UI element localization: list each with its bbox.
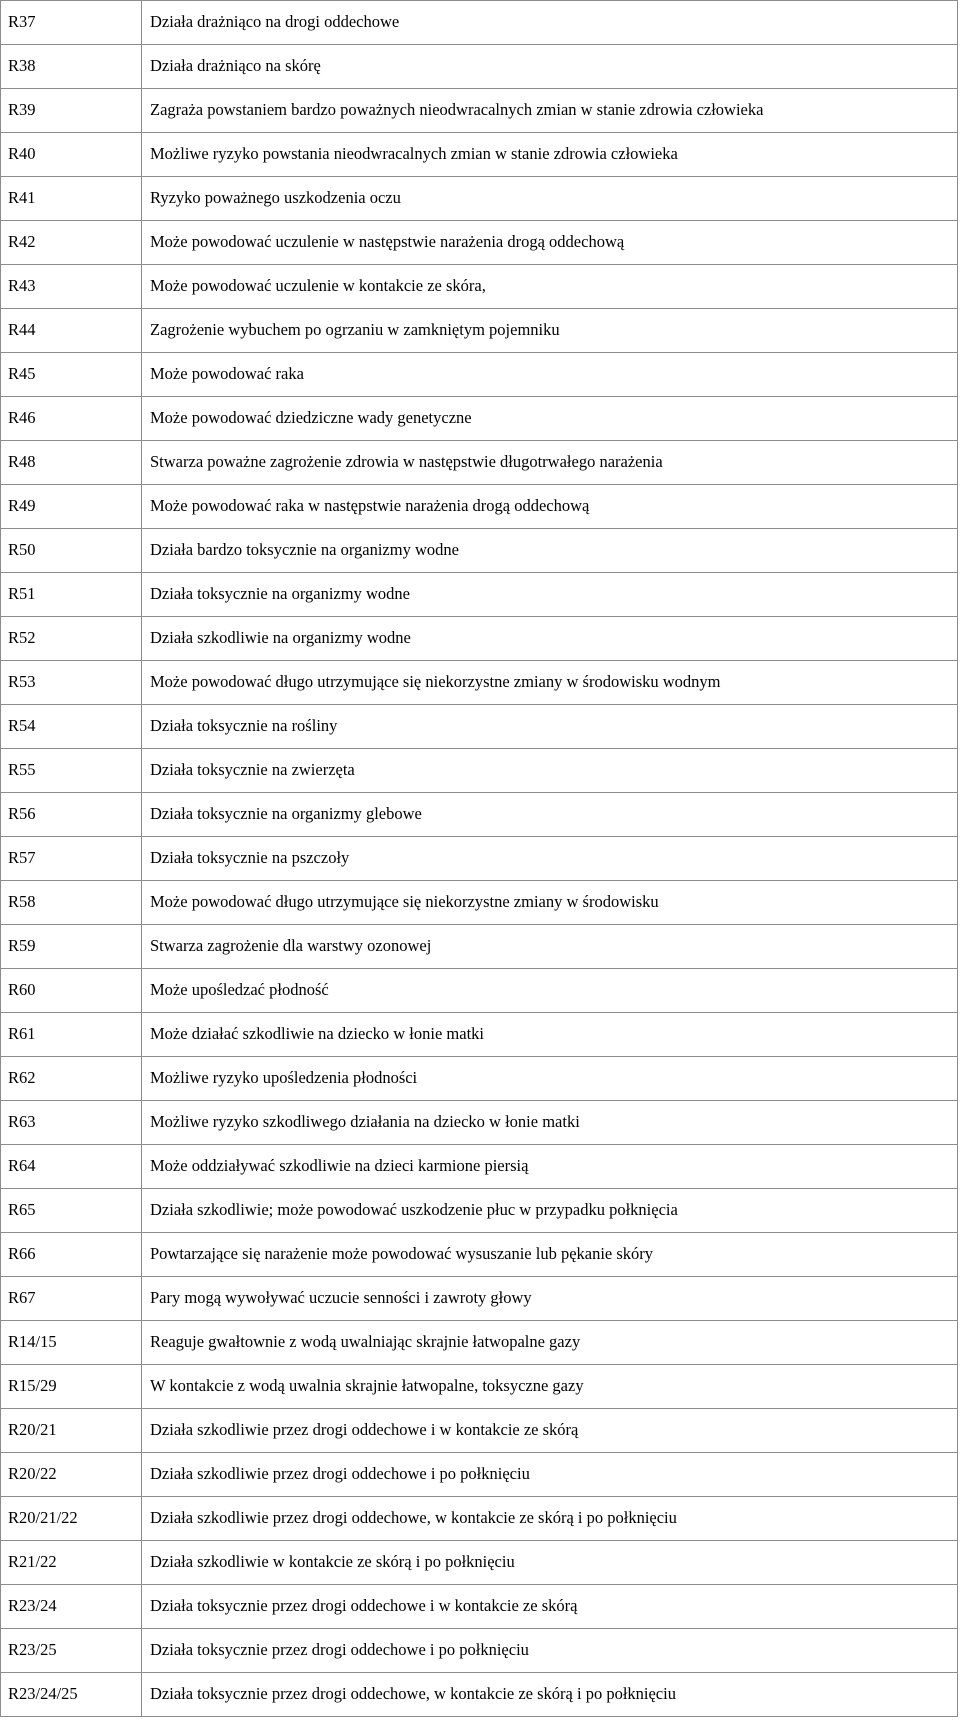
- risk-phrase-cell: Działa szkodliwie przez drogi oddechowe i w kontakcie ze skórą: [142, 1409, 958, 1453]
- risk-phrase-cell: Działa szkodliwie w kontakcie ze skórą i po połknięciu: [142, 1541, 958, 1585]
- table-row: [1, 45, 958, 89]
- risk-phrase-cell: Powtarzające się narażenie może powodować wysuszanie lub pękanie skóry: [142, 1233, 958, 1277]
- table-row: [1, 133, 958, 177]
- table-row: [1, 1013, 958, 1057]
- risk-code-cell: R20/21/22: [1, 1497, 142, 1541]
- table-row: [1, 1277, 958, 1321]
- table-row: [1, 969, 958, 1013]
- risk-phrase-cell: Możliwe ryzyko upośledzenia płodności: [142, 1057, 958, 1101]
- risk-code-cell: R56: [1, 793, 142, 837]
- table-row: [1, 353, 958, 397]
- risk-phrase-cell: Może powodować raka w następstwie narażenia drogą oddechową: [142, 485, 958, 529]
- risk-code-cell: R15/29: [1, 1365, 142, 1409]
- risk-code-cell: R43: [1, 265, 142, 309]
- risk-code-cell: R37: [1, 1, 142, 45]
- risk-code-cell: R59: [1, 925, 142, 969]
- risk-code-cell: R20/21: [1, 1409, 142, 1453]
- risk-phrase-cell: Działa toksycznie na organizmy wodne: [142, 573, 958, 617]
- table-row: [1, 1453, 958, 1497]
- risk-phrase-cell: Działa szkodliwie przez drogi oddechowe i po połknięciu: [142, 1453, 958, 1497]
- risk-code-cell: R38: [1, 45, 142, 89]
- risk-phrase-cell: Może oddziaływać szkodliwie na dzieci karmione piersią: [142, 1145, 958, 1189]
- table-row: [1, 1673, 958, 1717]
- risk-phrase-cell: Działa drażniąco na skórę: [142, 45, 958, 89]
- risk-phrase-cell: Działa szkodliwie przez drogi oddechowe, w kontakcie ze skórą i po połknięciu: [142, 1497, 958, 1541]
- risk-code-cell: R62: [1, 1057, 142, 1101]
- risk-phrase-cell: Może powodować dziedziczne wady genetyczne: [142, 397, 958, 441]
- risk-code-cell: R51: [1, 573, 142, 617]
- table-row: [1, 1189, 958, 1233]
- risk-code-cell: R54: [1, 705, 142, 749]
- risk-code-cell: R14/15: [1, 1321, 142, 1365]
- table-row: [1, 1233, 958, 1277]
- table-row: [1, 573, 958, 617]
- risk-phrase-cell: Zagraża powstaniem bardzo poważnych nieodwracalnych zmian w stanie zdrowia człowieka: [142, 89, 958, 133]
- risk-code-cell: R67: [1, 1277, 142, 1321]
- risk-phrase-cell: Możliwe ryzyko powstania nieodwracalnych zmian w stanie zdrowia człowieka: [142, 133, 958, 177]
- risk-code-cell: R57: [1, 837, 142, 881]
- table-row: [1, 441, 958, 485]
- risk-phrase-cell: Działa toksycznie na rośliny: [142, 705, 958, 749]
- risk-phrase-cell: Reaguje gwałtownie z wodą uwalniając skrajnie łatwopalne gazy: [142, 1321, 958, 1365]
- risk-code-cell: R39: [1, 89, 142, 133]
- risk-code-cell: R46: [1, 397, 142, 441]
- table-row: [1, 485, 958, 529]
- risk-code-cell: R64: [1, 1145, 142, 1189]
- table-row: [1, 1057, 958, 1101]
- table-row: [1, 177, 958, 221]
- table-row: [1, 1629, 958, 1673]
- risk-code-cell: R23/24: [1, 1585, 142, 1629]
- risk-phrase-cell: Możliwe ryzyko szkodliwego działania na dziecko w łonie matki: [142, 1101, 958, 1145]
- risk-code-cell: R58: [1, 881, 142, 925]
- risk-phrase-cell: Może upośledzać płodność: [142, 969, 958, 1013]
- risk-code-cell: R49: [1, 485, 142, 529]
- risk-code-cell: R23/24/25: [1, 1673, 142, 1717]
- risk-phrase-cell: Działa szkodliwie na organizmy wodne: [142, 617, 958, 661]
- table-row: [1, 617, 958, 661]
- risk-phrase-cell: Może powodować długo utrzymujące się niekorzystne zmiany w środowisku wodnym: [142, 661, 958, 705]
- table-row: [1, 925, 958, 969]
- risk-phrase-cell: Może powodować długo utrzymujące się niekorzystne zmiany w środowisku: [142, 881, 958, 925]
- risk-code-cell: R48: [1, 441, 142, 485]
- risk-code-cell: R61: [1, 1013, 142, 1057]
- table-row: [1, 881, 958, 925]
- risk-phrase-cell: Może powodować uczulenie w następstwie narażenia drogą oddechową: [142, 221, 958, 265]
- risk-code-cell: R60: [1, 969, 142, 1013]
- risk-code-cell: R52: [1, 617, 142, 661]
- table-row: [1, 221, 958, 265]
- risk-code-cell: R41: [1, 177, 142, 221]
- risk-phrase-cell: Ryzyko poważnego uszkodzenia oczu: [142, 177, 958, 221]
- risk-phrases-body: [1, 1, 958, 1717]
- risk-phrase-cell: Może powodować raka: [142, 353, 958, 397]
- table-row: [1, 265, 958, 309]
- table-row: [1, 793, 958, 837]
- table-row: [1, 1101, 958, 1145]
- risk-code-cell: R55: [1, 749, 142, 793]
- risk-code-cell: R65: [1, 1189, 142, 1233]
- risk-code-cell: R20/22: [1, 1453, 142, 1497]
- risk-code-cell: R21/22: [1, 1541, 142, 1585]
- risk-phrase-cell: Działa toksycznie przez drogi oddechowe i po połknięciu: [142, 1629, 958, 1673]
- risk-code-cell: R40: [1, 133, 142, 177]
- table-row: [1, 705, 958, 749]
- risk-code-cell: R53: [1, 661, 142, 705]
- risk-phrase-cell: Działa toksycznie na pszczoły: [142, 837, 958, 881]
- risk-phrase-cell: Może działać szkodliwie na dziecko w łonie matki: [142, 1013, 958, 1057]
- risk-phrase-cell: Działa szkodliwie; może powodować uszkodzenie płuc w przypadku połknięcia: [142, 1189, 958, 1233]
- risk-code-cell: R42: [1, 221, 142, 265]
- table-row: [1, 1145, 958, 1189]
- table-row: [1, 1497, 958, 1541]
- risk-phrase-cell: Działa drażniąco na drogi oddechowe: [142, 1, 958, 45]
- risk-phrase-cell: Może powodować uczulenie w kontakcie ze skóra,: [142, 265, 958, 309]
- table-row: [1, 309, 958, 353]
- table-row: [1, 397, 958, 441]
- risk-phrase-cell: Stwarza poważne zagrożenie zdrowia w następstwie długotrwałego narażenia: [142, 441, 958, 485]
- risk-phrase-cell: Działa toksycznie przez drogi oddechowe i w kontakcie ze skórą: [142, 1585, 958, 1629]
- risk-phrase-cell: Działa toksycznie na organizmy glebowe: [142, 793, 958, 837]
- risk-code-cell: R45: [1, 353, 142, 397]
- table-row: [1, 1541, 958, 1585]
- risk-code-cell: R23/25: [1, 1629, 142, 1673]
- risk-phrase-cell: Działa bardzo toksycznie na organizmy wodne: [142, 529, 958, 573]
- risk-code-cell: R44: [1, 309, 142, 353]
- risk-phrase-cell: Stwarza zagrożenie dla warstwy ozonowej: [142, 925, 958, 969]
- table-row: [1, 1409, 958, 1453]
- table-row: [1, 529, 958, 573]
- table-row: [1, 1585, 958, 1629]
- risk-phrase-cell: Pary mogą wywoływać uczucie senności i zawroty głowy: [142, 1277, 958, 1321]
- risk-phrase-cell: Działa toksycznie na zwierzęta: [142, 749, 958, 793]
- risk-code-cell: R66: [1, 1233, 142, 1277]
- risk-code-cell: R63: [1, 1101, 142, 1145]
- table-row: [1, 89, 958, 133]
- table-row: [1, 837, 958, 881]
- table-row: [1, 661, 958, 705]
- table-row: [1, 1, 958, 45]
- risk-code-cell: R50: [1, 529, 142, 573]
- risk-phrase-cell: W kontakcie z wodą uwalnia skrajnie łatwopalne, toksyczne gazy: [142, 1365, 958, 1409]
- table-row: [1, 749, 958, 793]
- risk-phrase-cell: Zagrożenie wybuchem po ogrzaniu w zamkniętym pojemniku: [142, 309, 958, 353]
- risk-phrase-cell: Działa toksycznie przez drogi oddechowe, w kontakcie ze skórą i po połknięciu: [142, 1673, 958, 1717]
- table-row: [1, 1321, 958, 1365]
- table-row: [1, 1365, 958, 1409]
